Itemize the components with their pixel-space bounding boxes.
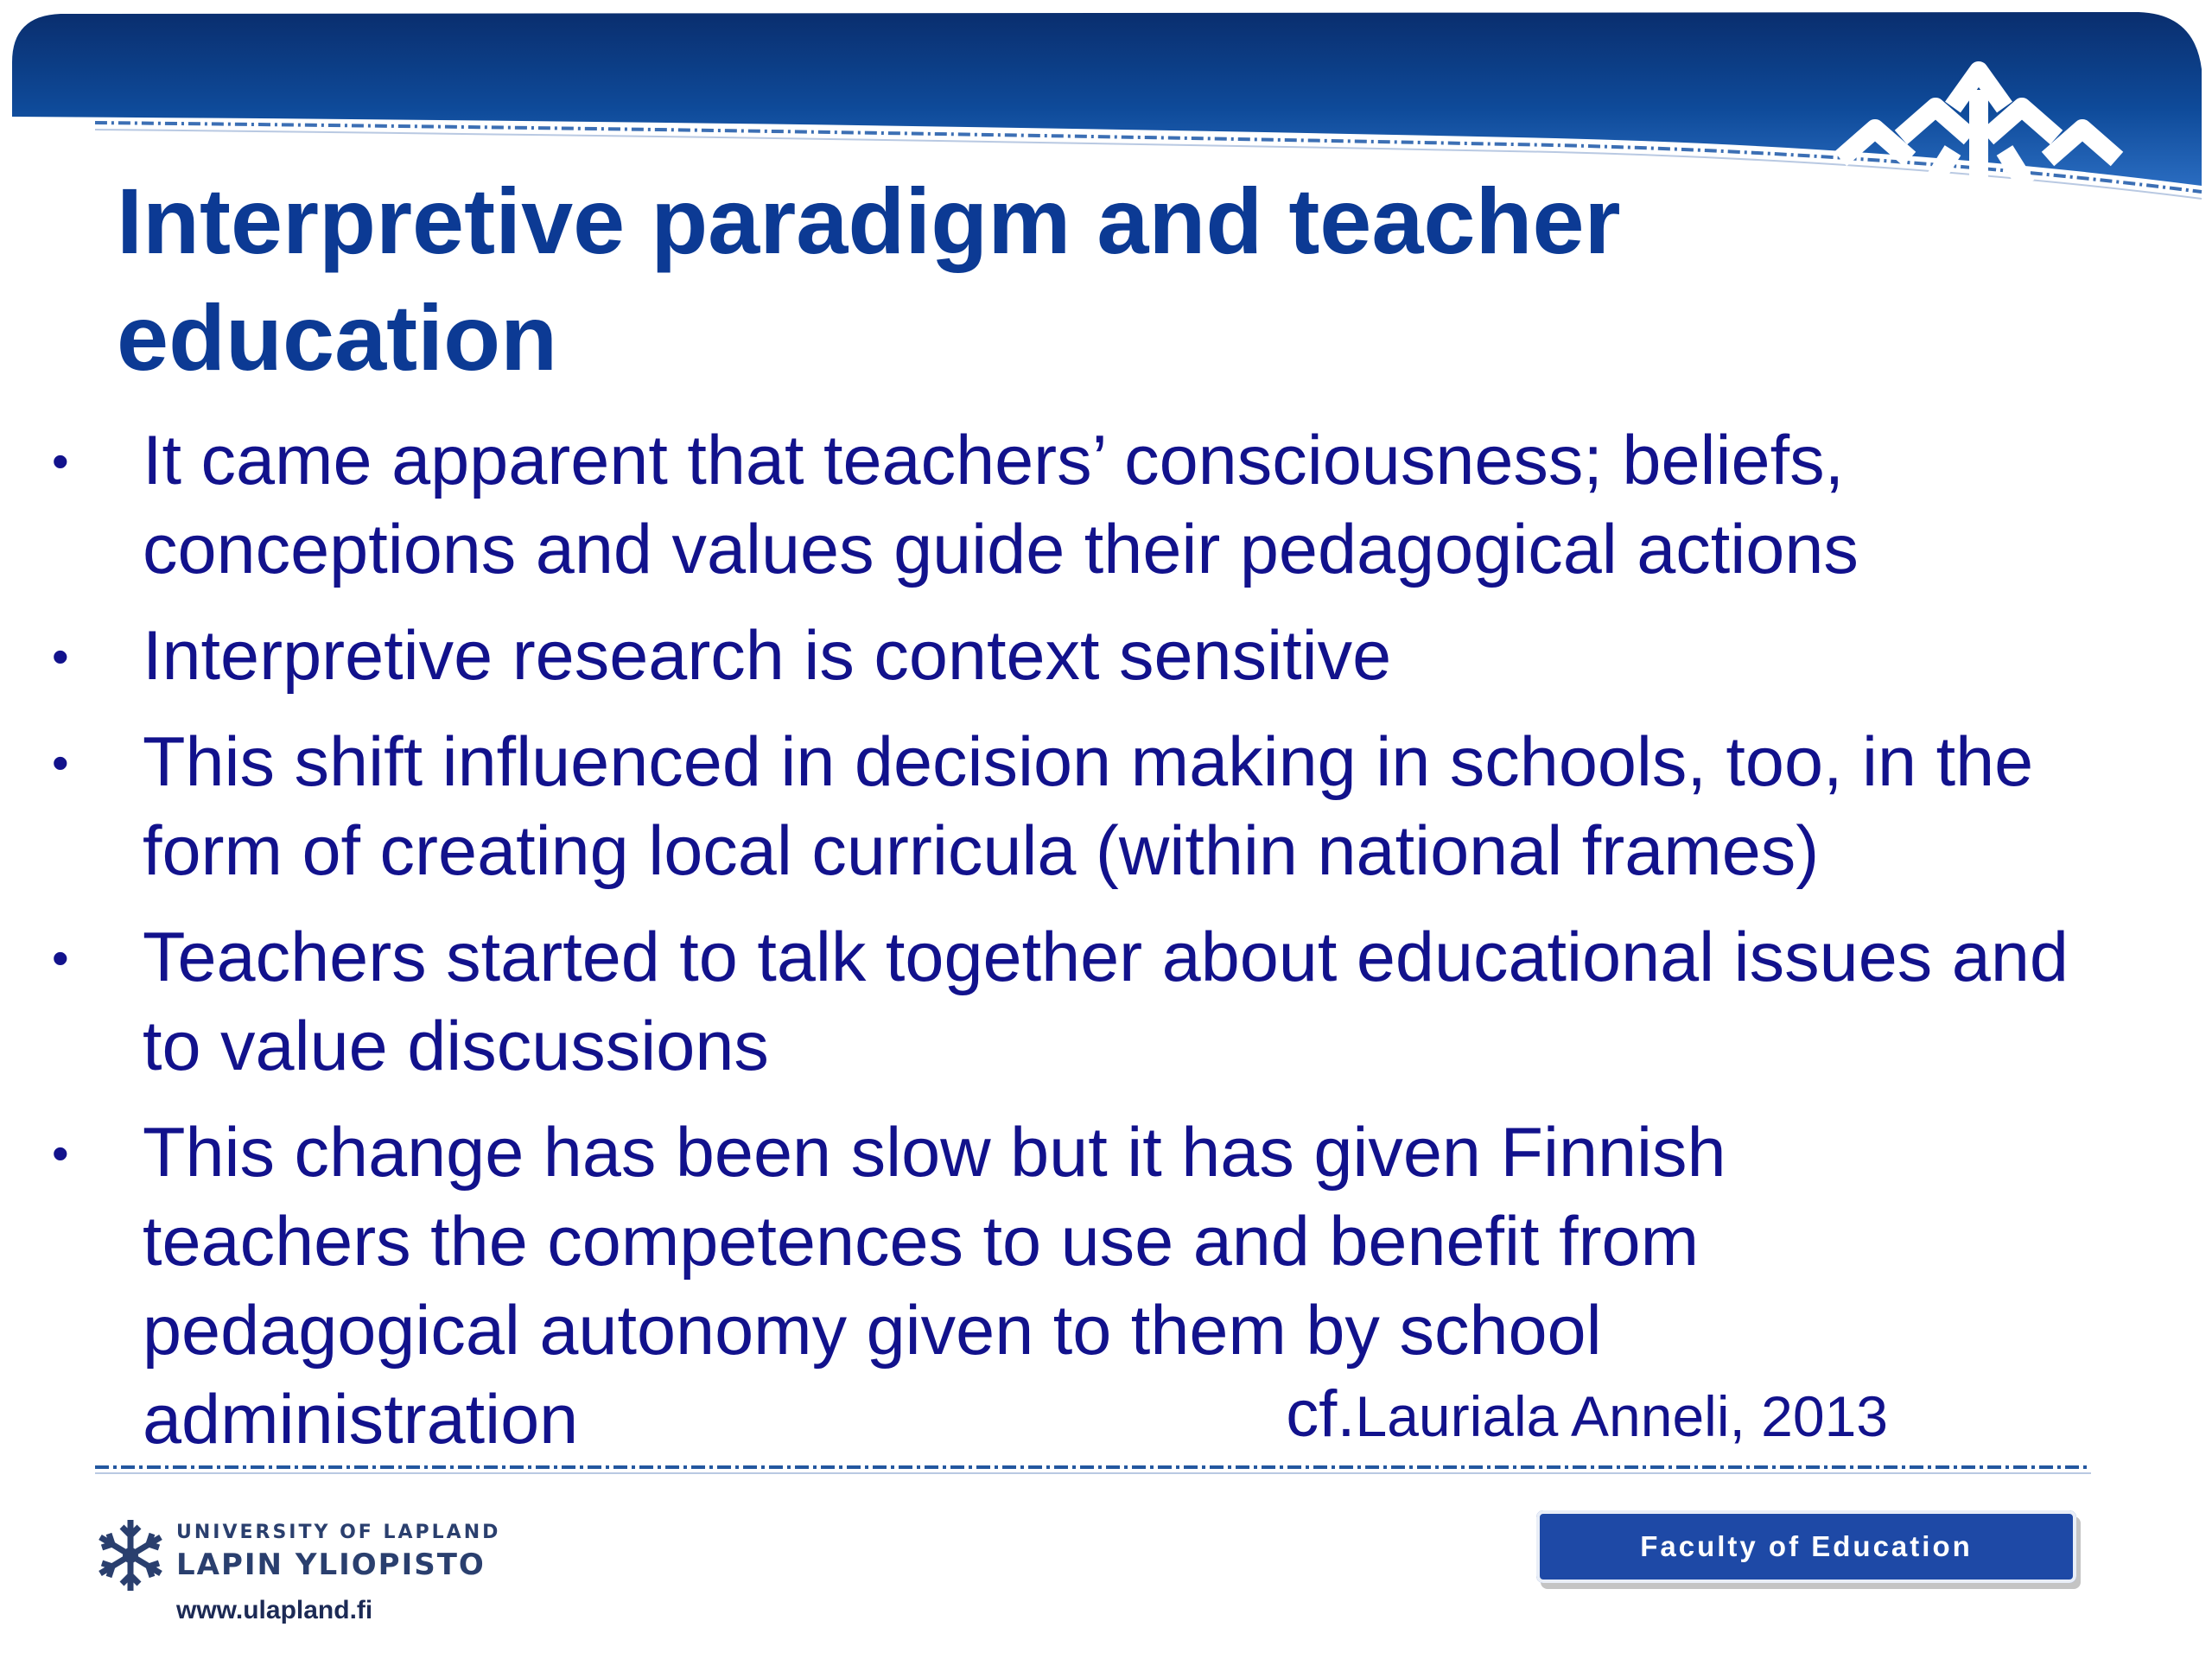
university-name-fi: LAPIN YLIOPISTO bbox=[176, 1548, 486, 1582]
bullet-text: This shift influenced in decision making in schools, too, in the form of creating local curricula (within national frames) bbox=[143, 723, 2034, 890]
citation bbox=[1286, 1370, 1888, 1461]
university-logo bbox=[93, 1516, 501, 1629]
bullet-text: Teachers started to talk together about educational issues and to value discussions bbox=[143, 918, 2069, 1085]
bullet-text: Interpretive research is context sensitive bbox=[143, 617, 1392, 695]
bullet-marker: • bbox=[52, 1126, 69, 1180]
slide-title: Interpretive paradigm and teacher education bbox=[117, 168, 1621, 390]
list-item bbox=[52, 416, 2126, 594]
snowflake-logo-icon bbox=[93, 1516, 168, 1594]
bullet-text: It came apparent that teachers’ consciousness; beliefs, conceptions and values guide their pedagogical actions bbox=[143, 422, 1859, 588]
list-item bbox=[52, 718, 2126, 896]
citation-prefix: cf. bbox=[1286, 1377, 1356, 1451]
bullet-marker: • bbox=[52, 434, 69, 488]
list-item bbox=[52, 913, 2126, 1091]
footer-divider bbox=[95, 1460, 2091, 1478]
bullet-list bbox=[52, 416, 2126, 1482]
list-item bbox=[52, 1109, 1888, 1465]
bullet-marker: • bbox=[52, 931, 69, 985]
citation-text: Lauriala Anneli, 2013 bbox=[1355, 1384, 1888, 1448]
list-item bbox=[52, 612, 2126, 701]
website-link[interactable]: www.ulapland.fi bbox=[176, 1596, 373, 1624]
faculty-badge: Faculty of Education bbox=[1536, 1510, 2076, 1583]
university-name-en: UNIVERSITY OF LAPLAND bbox=[176, 1522, 501, 1543]
bullet-marker: • bbox=[52, 735, 69, 790]
bullet-marker: • bbox=[52, 629, 69, 683]
bullet-text: This change has been slow but it has given Finnish teachers the competences to use and benefit from pedagogical autonomy given to them by school administration bbox=[143, 1114, 1726, 1459]
